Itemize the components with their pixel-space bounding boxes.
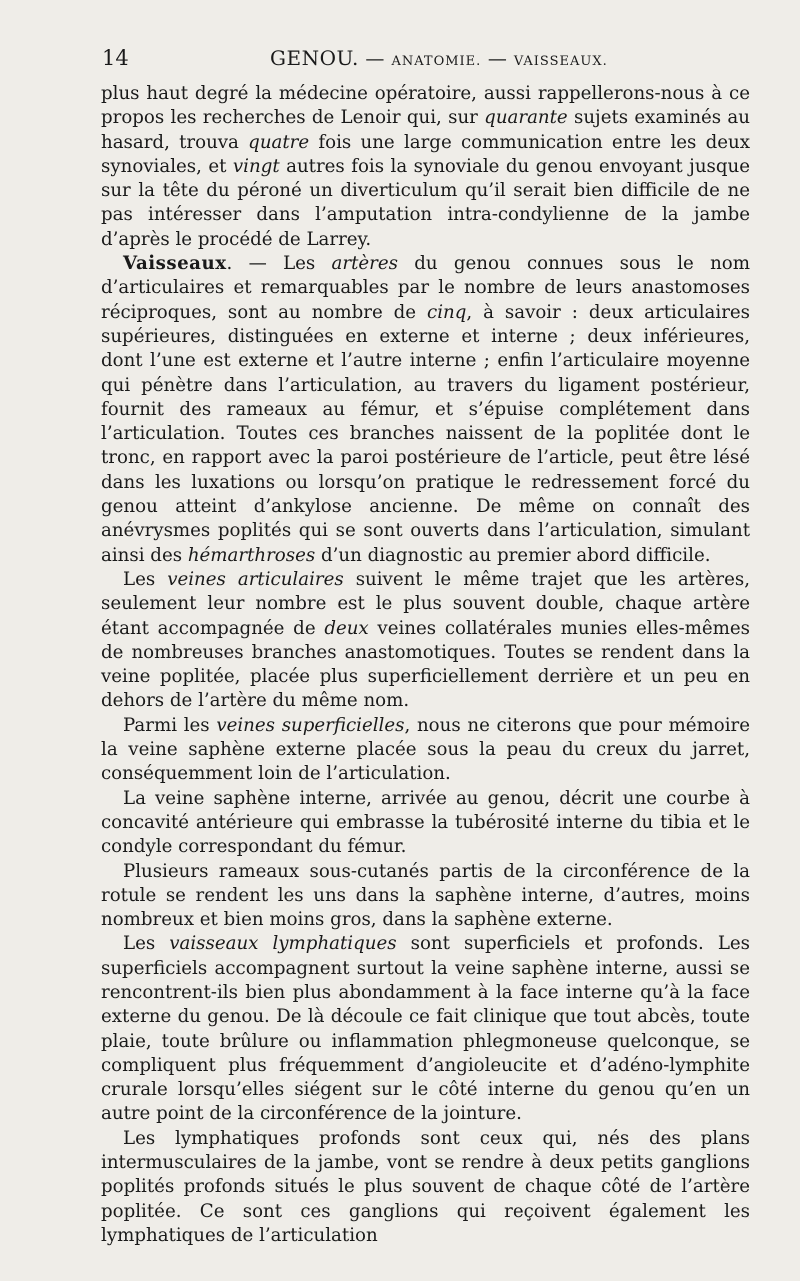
text-run: Les lymphatiques profonds sont ceux qui, nés des plans intermusculaires de la jambe, vont se rendre à deux petits ganglions poplités profonds situés le plus souvent de chaque côté de l’artère poplitée. Ce sont ces ganglions qui reçoivent également les lymphatiques de l’articulation (101, 1127, 750, 1246)
text-run: autres fois la synoviale du genou envoyant jusque sur la tête du péroné un diverticulum qu’il serait bien difficile de ne pas intéresser dans l’amputation intra-condylienne de la jambe d’après le procédé de Larrey. (101, 155, 750, 250)
body-text (101, 82, 750, 1248)
page-number: 14 (102, 46, 129, 70)
running-title-sep-2: — (487, 48, 508, 70)
text-run: Plusieurs rameaux sous-cutanés partis de la circonférence de la rotule se rendent les uns dans la saphène interne, d’autres, moins nombreux et bien moins gros, dans la saphène externe. (101, 860, 750, 931)
italic-text: veines articulaires (167, 568, 344, 590)
text-run: Parmi les (123, 714, 217, 736)
paragraph (101, 932, 750, 1126)
text-run: suivent le même trajet que les artères, seulement leur nombre est le plus souvent double, chaque artère étant accompagnée de (101, 568, 750, 639)
text-run: du genou connues sous le nom d’articulaires et remarquables par le nombre de leurs anastomoses réciproques, sont au nombre de (101, 253, 750, 323)
text-run: sont superficiels et profonds. Les superficiels accompagnent surtout la veine saphène interne, aussi se rencontrent-ils bien plus abondamment à la face interne qu’à la face externe du genou. De là découle ce fait clinique que tout abcès, toute plaie, toute brûlure ou inflammation phlegmoneuse quelconque, se compliquent plus fréquemment d’angioleucite et d’adéno-lymphite crurale lorsqu’elles siégent sur le côté interne du genou qu’en un autre point de la circonférence de la jointure. (101, 933, 750, 1125)
section-heading: Vaisseaux (123, 253, 227, 275)
text-run: d’un diagnostic au premier abord difficile. (315, 544, 711, 566)
paragraph (101, 860, 750, 933)
paragraph (101, 787, 750, 860)
italic-text: deux (324, 617, 369, 639)
text-run: plus haut degré la médecine opératoire, aussi rappellerons-nous à ce propos les recherches de Lenoir qui, sur (101, 83, 750, 129)
text-run: Les (123, 568, 168, 590)
text-run: La veine saphène interne, arrivée au genou, décrit une courbe à concavité antérieure qui embrasse la tubérosité interne du tibia et le condyle correspondant du fémur. (101, 787, 750, 858)
running-title-topic: VAISSEAUX. (513, 54, 608, 69)
running-title-main: GENOU. (270, 46, 359, 70)
italic-text: veines superficielles (216, 714, 405, 736)
italic-text: cinq (427, 301, 467, 323)
text-run: . — Les (226, 253, 332, 275)
paragraph (101, 714, 750, 787)
italic-text: quatre (248, 131, 310, 153)
text-run: , nous ne citerons que pour mémoire la veine saphène externe placée sous la peau du creux du jarret, conséquemment loin de l’articulation. (101, 714, 750, 785)
paragraph (101, 82, 750, 252)
italic-text: vaisseaux lymphatiques (169, 933, 397, 955)
running-title-section: ANATOMIE. (391, 54, 482, 69)
text-run: , à savoir : deux articulaires supérieures, distinguées en externe et interne ; deux inférieures, dont l’une est externe et l’autre interne ; enfin l’articulaire moyenne qui pénètre dans l’articulation, au travers du ligament postérieur, fournit des rameaux au fémur, et s’épuise complétement dans l’articulation. Toutes ces branches naissent de la poplitée dont le tronc, en rapport avec la paroi postérieure de l’article, peut être lésé dans les luxations ou lorsqu’on pratique le redressement forcé du genou atteint d’ankylose ancienne. De même on connaît des anévrysmes poplités qui se sont ouverts dans l’articulation, simulant ainsi des (101, 301, 750, 566)
text-run: sujets examinés au hasard, trouva (101, 107, 750, 153)
text-run: veines collatérales munies elles-mêmes de nombreuses branches anastomotiques. Toutes se rendent dans la veine poplitée, placée plus superficiellement derrière et un peu en dehors de l’artère du même nom. (101, 617, 750, 712)
italic-text: hémarthroses (187, 544, 316, 566)
running-header (100, 46, 750, 76)
text-run: fois une large communication entre les deux synoviales, et (101, 131, 750, 177)
text-run: Les (123, 933, 170, 955)
paragraph (101, 568, 750, 714)
italic-text: artères (331, 253, 398, 275)
paragraph (101, 1127, 750, 1248)
running-title (270, 46, 608, 70)
paragraph (101, 252, 750, 568)
running-title-sep-1: — (365, 48, 385, 70)
italic-text: vingt (232, 155, 280, 177)
italic-text: quarante (484, 107, 568, 129)
